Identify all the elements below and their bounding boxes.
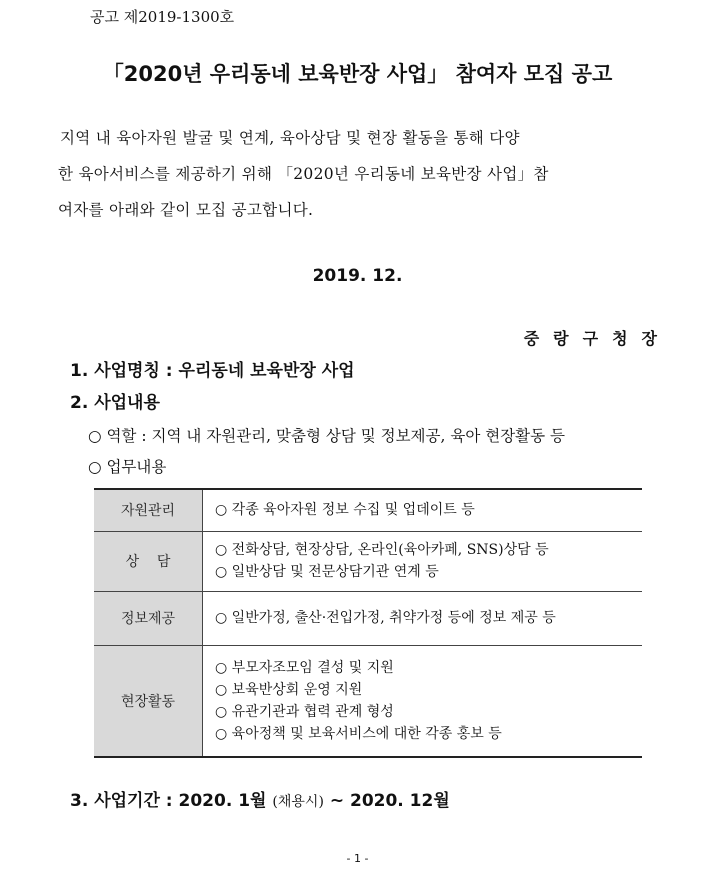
table-row	[94, 591, 642, 645]
table-items-cell	[203, 489, 643, 531]
section-3-period	[70, 786, 450, 811]
notice-number: 공고 제2019-1300호	[90, 8, 235, 26]
list-item: ○ 각종 육아자원 정보 수집 및 업데이트 등	[215, 502, 475, 519]
page-title: 「2020년 우리동네 보육반장 사업」 참여자 모집 공고	[102, 62, 613, 86]
table-category-cell: 상 담	[94, 531, 203, 591]
period-note: (채용시)	[272, 794, 324, 810]
period-start: 3. 사업기간 : 2020. 1월	[70, 791, 267, 811]
table-category-cell: 현장활동	[94, 645, 203, 757]
list-item: ○ 전화상담, 현장상담, 온라인(육아카페, SNS)상담 등	[215, 542, 549, 558]
list-item: ○ 부모자조모임 결성 및 지원	[215, 659, 394, 676]
table-category-cell: 정보제공	[94, 591, 203, 645]
table-category-cell: 자원관리	[94, 489, 203, 531]
intro-line-1: 지역 내 육아자원 발굴 및 연계, 육아상담 및 현장 활동을 통해 다양	[60, 129, 520, 147]
list-item: ○ 일반가정, 출산·전입가정, 취약가정 등에 정보 제공 등	[215, 610, 556, 626]
list-item: ○ 일반상담 및 전문상담기관 연계 등	[215, 564, 439, 580]
page-number: - 1 -	[346, 852, 369, 865]
table-row	[94, 645, 642, 757]
table-row	[94, 489, 642, 531]
notice-date: 2019. 12.	[312, 266, 403, 286]
duties-table	[94, 488, 642, 758]
duties-label: ○ 업무내용	[88, 458, 167, 476]
issuer: 중랑구청장	[523, 329, 671, 348]
list-item: ○ 육아정책 및 보육서비스에 대한 각종 홍보 등	[215, 725, 502, 742]
section-2-heading: 2. 사업내용	[70, 393, 160, 413]
list-item: ○ 보육반상회 운영 지원	[215, 681, 363, 698]
list-item: ○ 유관기관과 협력 관계 형성	[215, 703, 394, 720]
table-items-cell	[203, 591, 643, 645]
role-bullet: ○ 역할 : 지역 내 자원관리, 맞춤형 상담 및 정보제공, 육아 현장활동 등	[88, 427, 566, 445]
intro-line-3: 여자를 아래와 같이 모집 공고합니다.	[58, 201, 314, 219]
intro-line-2: 한 육아서비스를 제공하기 위해 「2020년 우리동네 보육반장 사업」참	[58, 165, 549, 183]
period-end: ~ 2020. 12월	[329, 791, 450, 811]
table-items-cell	[203, 645, 643, 757]
section-1-business-name: 1. 사업명칭 : 우리동네 보육반장 사업	[70, 361, 355, 381]
table-items-cell	[203, 531, 643, 591]
table-row	[94, 531, 642, 591]
